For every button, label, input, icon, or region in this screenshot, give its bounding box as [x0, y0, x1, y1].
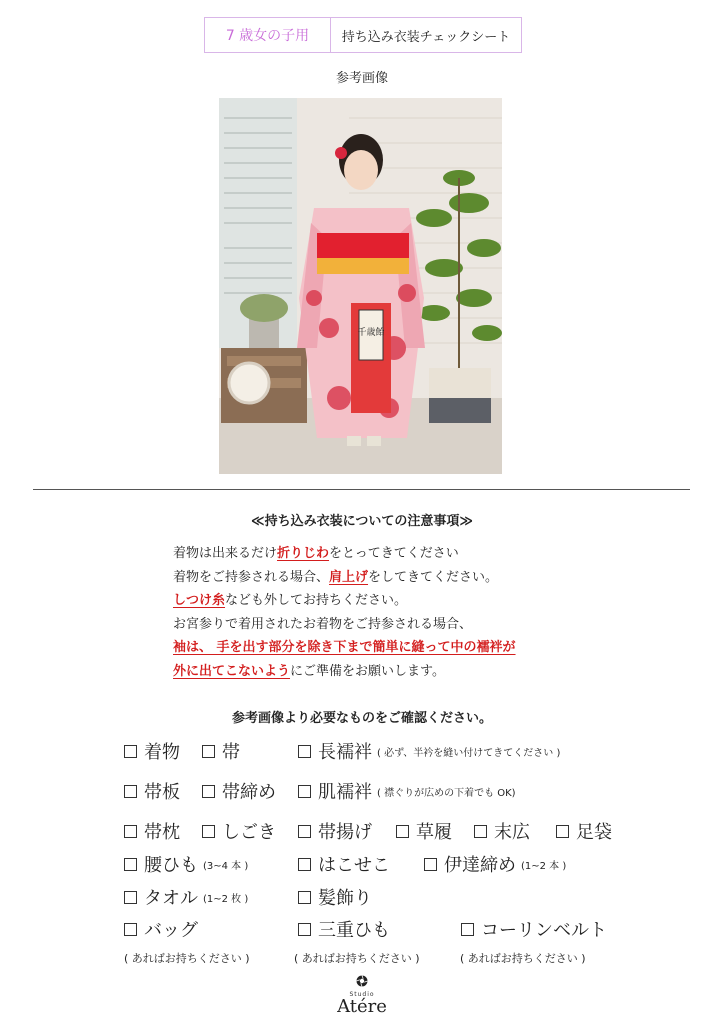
checkbox[interactable] [298, 745, 311, 758]
studio-logo [334, 972, 390, 1016]
note-line-3 [173, 589, 516, 613]
korin-optional-note: ( あればお持ちください ) [460, 952, 586, 965]
check-korin-belt[interactable] [461, 916, 607, 942]
note-text: をとってきてください [329, 546, 459, 561]
check-towel[interactable] [124, 884, 248, 910]
photo-caption: 参考画像 [335, 71, 388, 86]
checkbox[interactable] [124, 785, 137, 798]
check-obimakura[interactable] [124, 818, 180, 844]
reference-photo [219, 98, 502, 474]
check-obijime[interactable] [202, 778, 276, 804]
item-note: ( 襟ぐりが広めの下着でも OK) [377, 787, 516, 799]
checkbox[interactable] [298, 825, 311, 838]
note-text: 着物をご持参される場合、 [173, 569, 330, 585]
item-label: 伊達締め [444, 855, 516, 876]
note-emphasis: しつけ糸 [173, 593, 226, 608]
item-note: (3~4 本 ) [203, 860, 249, 872]
note-line-1 [173, 542, 516, 566]
checkbox[interactable] [298, 785, 311, 798]
aperture-icon [356, 975, 368, 987]
checkbox[interactable] [202, 825, 215, 838]
note-emphasis: 肩上げ [329, 569, 369, 585]
mietehimo-optional-note: ( あればお持ちください ) [294, 952, 420, 965]
checklist-title: 参考画像より必要なものをご確認ください。 [231, 711, 492, 726]
section-divider [33, 489, 690, 490]
item-label: 帯揚げ [318, 822, 372, 843]
item-label: 腰ひも [144, 855, 198, 876]
checkbox[interactable] [474, 825, 487, 838]
check-kimono[interactable] [124, 738, 180, 764]
check-hadajuban[interactable] [298, 778, 516, 804]
check-kamikazari[interactable] [298, 884, 372, 910]
sign-text: 千歳飴 [357, 328, 385, 338]
checkbox[interactable] [124, 825, 137, 838]
item-label: バッグ [144, 920, 198, 941]
item-label: しごき [222, 822, 276, 843]
item-label: 帯枕 [144, 822, 180, 843]
checkbox[interactable] [124, 745, 137, 758]
checkbox[interactable] [298, 858, 311, 871]
checkbox[interactable] [298, 891, 311, 904]
note-emphasis: 外に出てこないよう [173, 663, 291, 679]
checkbox[interactable] [202, 745, 215, 758]
check-tabi[interactable] [556, 818, 612, 844]
checkbox[interactable] [424, 858, 437, 871]
note-text: にご準備をお願いします。 [290, 663, 445, 679]
item-label: 肌襦袢 [318, 782, 372, 803]
note-emphasis: 袖は、 手を出す部分を除き下まで簡単に縫って中の襦袢が [173, 640, 516, 655]
checkbox[interactable] [124, 858, 137, 871]
item-note: (1~2 本 ) [521, 860, 567, 872]
item-label: タオル [144, 888, 198, 909]
item-label: 帯板 [144, 782, 180, 803]
check-obiita[interactable] [124, 778, 180, 804]
check-obi[interactable] [202, 738, 240, 764]
check-koshihimo[interactable] [124, 851, 248, 877]
item-label: 帯締め [222, 782, 276, 803]
check-nagajuban[interactable] [298, 738, 560, 764]
item-label: 長襦袢 [318, 742, 372, 763]
item-label: 末広 [494, 822, 530, 843]
item-label: コーリンベルト [481, 920, 607, 941]
item-label: 三重ひも [318, 920, 390, 941]
item-label: 髪飾り [318, 888, 372, 909]
item-note: (1~2 枚 ) [203, 893, 249, 905]
check-hakoseko[interactable] [298, 851, 390, 877]
logo-studio-text: Studio [349, 991, 375, 998]
note-line-2 [173, 566, 516, 590]
check-obiage[interactable] [298, 818, 372, 844]
check-mietehimo[interactable] [298, 916, 390, 942]
checkbox[interactable] [124, 923, 137, 936]
note-line-6 [173, 660, 516, 684]
checkbox[interactable] [202, 785, 215, 798]
item-label: はこせこ [318, 855, 390, 876]
logo-name: Atére [337, 996, 387, 1017]
title-box [204, 17, 522, 53]
bag-optional-note: ( あればお持ちください ) [124, 952, 250, 965]
note-text: 着物は出来るだけ [173, 546, 278, 561]
category-label: 7 歳女の子用 [205, 18, 331, 52]
check-zori[interactable] [396, 818, 452, 844]
check-shigoki[interactable] [202, 818, 276, 844]
notes-body [173, 542, 516, 683]
check-datejime[interactable] [424, 851, 566, 877]
check-suehiro[interactable] [474, 818, 530, 844]
item-note: ( 必ず、半衿を縫い付けてきてください ) [377, 747, 561, 759]
checkbox[interactable] [556, 825, 569, 838]
checkbox[interactable] [396, 825, 409, 838]
check-bag[interactable] [124, 916, 198, 942]
note-text: をしてきてください。 [368, 569, 499, 585]
note-line-5 [173, 636, 516, 660]
item-label: 帯 [222, 742, 240, 763]
note-line-4: お宮参りで着用されたお着物をご持参される場合、 [173, 616, 473, 632]
checkbox[interactable] [461, 923, 474, 936]
checkbox[interactable] [298, 923, 311, 936]
note-emphasis: 折りじわ [277, 546, 330, 561]
notes-title: ≪持ち込み衣装についての注意事項≫ [251, 514, 473, 529]
sheet-title: 持ち込み衣装チェックシート [341, 29, 511, 45]
item-label: 足袋 [576, 822, 612, 843]
checkbox[interactable] [124, 891, 137, 904]
item-label: 草履 [416, 822, 452, 843]
note-text: なども外してお持ちください。 [225, 593, 408, 608]
item-label: 着物 [144, 742, 180, 763]
